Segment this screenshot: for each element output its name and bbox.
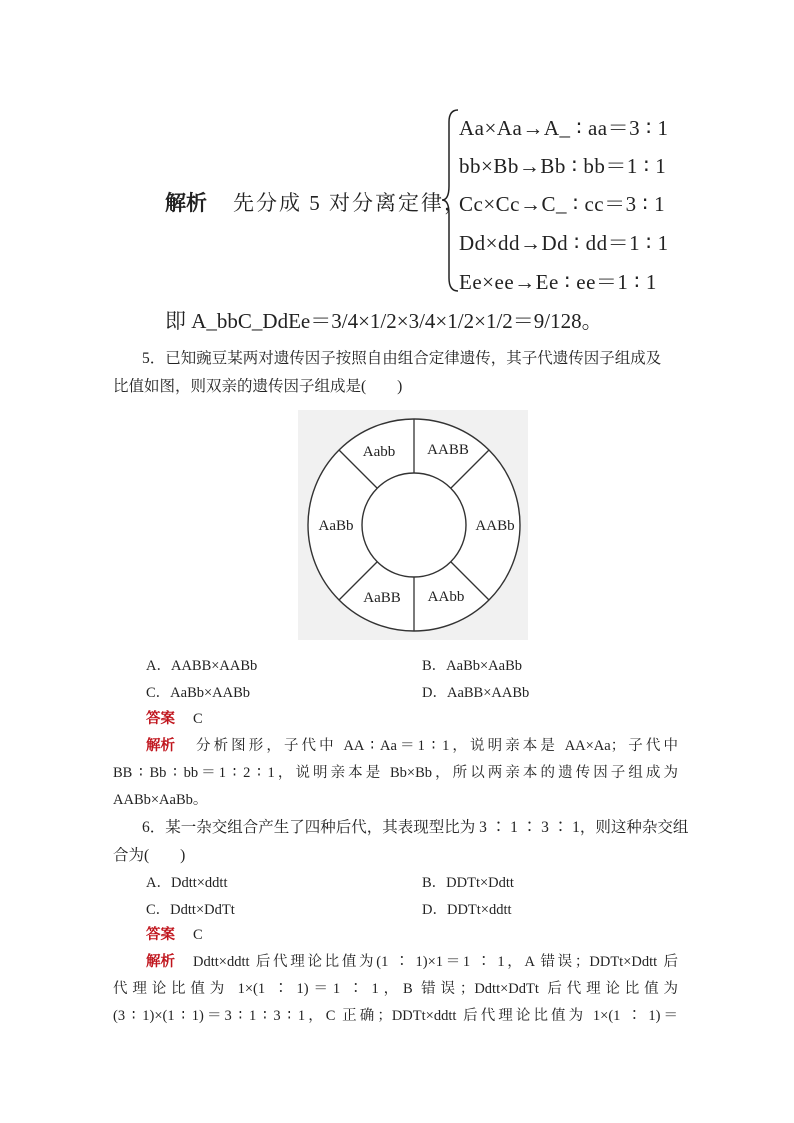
- analysis-line: BB ∶ Bb ∶ bb＝1 ∶ 2 ∶ 1，说明亲本是 Bb×Bb，所以两亲本的遗传因子组成为: [113, 765, 678, 781]
- analysis-label: 解析: [146, 954, 175, 970]
- segment-label-AABB: AABB: [427, 442, 469, 458]
- ratio-line-aa: Aa×Aa→A_ ∶ aa＝3 ∶ 1: [459, 116, 669, 140]
- ratio-line-bb: bb×Bb→Bb ∶ bb＝1 ∶ 1: [459, 154, 667, 178]
- analysis-line: AABb×AaBb。: [113, 792, 208, 808]
- analysis-label: 解析: [165, 191, 207, 215]
- analysis-line: 分析图形，子代中 AA ∶ Aa＝1 ∶ 1，说明亲本是 AA×Aa；子代中: [196, 738, 678, 754]
- option-d[interactable]: D．DDTt×ddtt: [422, 902, 512, 918]
- segment-label-AAbb: AAbb: [427, 589, 465, 605]
- question-stem-line: 合为( ): [113, 847, 186, 864]
- segment-label-AaBB: AaBB: [363, 590, 401, 606]
- ratio-line-cc: Cc×Cc→C_ ∶ cc＝3 ∶ 1: [459, 192, 666, 216]
- option-c[interactable]: C．AaBb×AABb: [146, 685, 251, 701]
- analysis-label: 解析: [146, 738, 175, 754]
- analysis-line: 代理论比值为 1×(1 ∶ 1)＝1 ∶ 1，B 错误；Ddtt×DdTt 后代理论比值为: [113, 981, 678, 997]
- option-d[interactable]: D．AaBB×AABb: [422, 685, 530, 701]
- option-b[interactable]: B．AaBb×AaBb: [422, 658, 523, 674]
- option-a[interactable]: A．Ddtt×ddtt: [146, 875, 228, 891]
- analysis-lead-text: 先分成 5 对分离定律，: [233, 191, 467, 215]
- analysis-line: (3 ∶ 1)×(1 ∶ 1)＝3 ∶ 1 ∶ 3 ∶ 1，C 正确；DDTt×ddtt 后代理论比值为 1×(1 ∶ 1)＝: [113, 1008, 678, 1024]
- curly-brace: [440, 108, 460, 293]
- question-stem-line: 6．某一杂交组合产生了四种后代，其表现型比为 3 ∶ 1 ∶ 3 ∶ 1，则这种杂交组: [142, 819, 689, 836]
- option-c[interactable]: C．Ddtt×DdTt: [146, 902, 235, 918]
- option-b[interactable]: B．DDTt×Ddtt: [422, 875, 514, 891]
- answer-value: C: [193, 927, 203, 943]
- question-stem-line: 比值如图，则双亲的遗传因子组成是( ): [113, 378, 403, 395]
- genotype-ring-diagram: [298, 410, 528, 640]
- ratio-line-dd: Dd×dd→Dd ∶ dd＝1 ∶ 1: [459, 231, 669, 255]
- answer-label: 答案: [146, 711, 175, 727]
- ratio-line-ee: Ee×ee→Ee ∶ ee＝1 ∶ 1: [459, 270, 657, 294]
- answer-value: C: [193, 711, 203, 727]
- segment-label-AaBb: AaBb: [318, 518, 354, 534]
- segment-label-AABb: AABb: [475, 518, 515, 534]
- inner-circle: [362, 473, 466, 577]
- analysis-line: Ddtt×ddtt 后代理论比值为(1 ∶ 1)×1＝1 ∶ 1，A 错误；DDTt×Ddtt 后: [193, 954, 678, 970]
- segment-label-aabb: Aabb: [362, 444, 396, 460]
- question-stem-line: 5．已知豌豆某两对遗传因子按照自由组合定律遗传，其子代遗传因子组成及: [142, 350, 662, 367]
- answer-label: 答案: [146, 927, 175, 943]
- option-a[interactable]: A．AABB×AABb: [146, 658, 258, 674]
- analysis-conclusion: 即 A_bbC_DdEe＝3/4×1/2×3/4×1/2×1/2＝9/128。: [165, 309, 603, 333]
